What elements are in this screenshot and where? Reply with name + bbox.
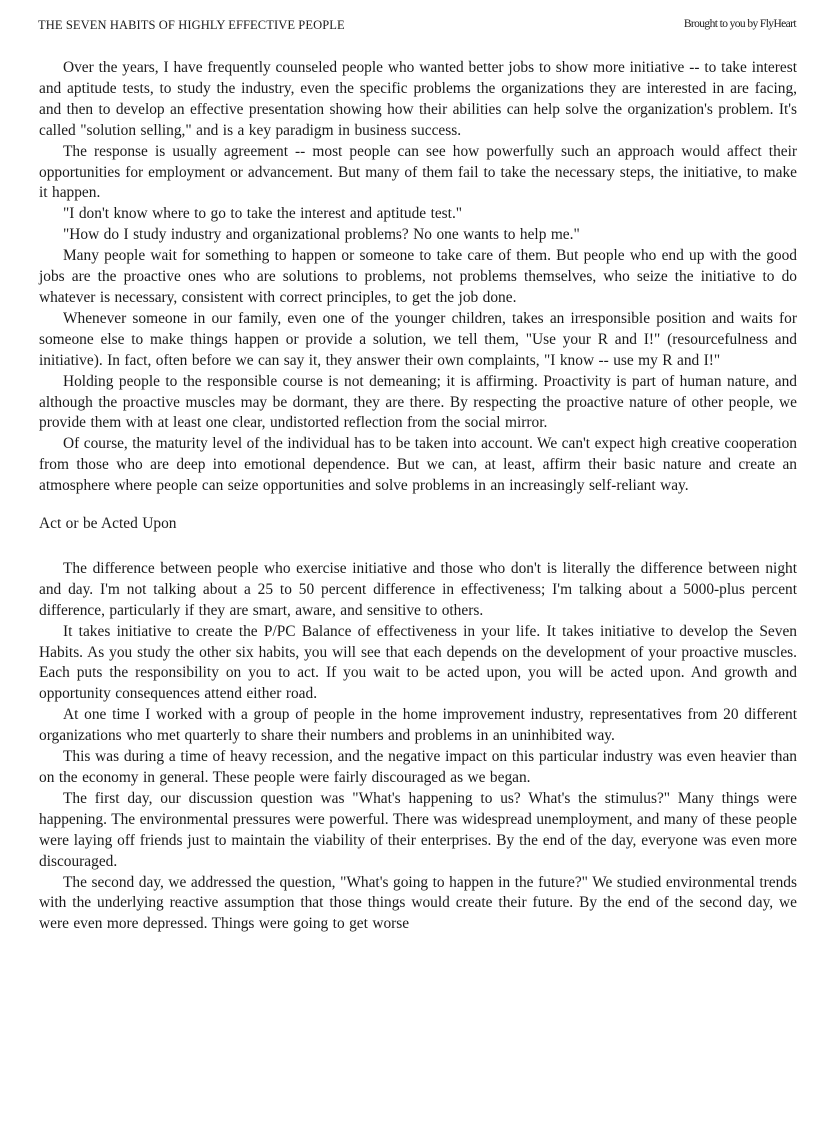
paragraph: This was during a time of heavy recession, and the negative impact on this particular industry was even heavier than on the economy in general. These people were fairly discouraged as we began. [39, 748, 797, 786]
paragraph: Holding people to the responsible course is not demeaning; it is affirming. Proactivity is part of human nature, and although the proactive muscles may be dormant, they are there. By respecting the proactive nature of other people, we provide them with at least one clear, undistorted reflection from the social mirror. [39, 372, 797, 432]
paragraph: The second day, we addressed the question, "What's going to happen in the future?" We studied environmental trends with the underlying reactive assumption that those things would create their future. By the end of the second day, we were even more depressed. Things were going to get worse [39, 873, 797, 933]
paragraph: The response is usually agreement -- most people can see how powerfully such an approach would affect their opportunities for employment or advancement. But many of them fail to take the necessary steps, the initiative, to make it happen. [39, 142, 797, 202]
credit-line: Brought to you by FlyHeart [683, 18, 796, 30]
paragraph: It takes initiative to create the P/PC Balance of effectiveness in your life. It takes initiative to develop the Seven Habits. As you study the other six habits, you will see that each depends on the development of your proactive muscles. Each puts the responsibility on you to act. If you wait to be acted upon, you will be acted upon. And growth and opportunity consequences attend either road. [39, 622, 797, 703]
section-heading-wrap [39, 514, 797, 535]
paragraph: Many people wait for something to happen or someone to take care of them. But people who end up with the good jobs are the proactive ones who are solutions to problems, not problems themselves, who seize the initiative to do whatever is necessary, consistent with correct principles, to get the job done. [39, 247, 797, 306]
paragraph: The first day, our discussion question was "What's happening to us? What's the stimulus?" Many things were happening. The environmental pressures were powerful. There was widespread unemployment, and many of these people were laying off friends just to maintain the viability of their enterprises. By the end of the day, everyone was even more discouraged. [39, 789, 797, 870]
section-heading: Act or be Acted Upon [39, 515, 177, 533]
paragraph: At one time I worked with a group of people in the home improvement industry, representatives from 20 different organizations who met quarterly to share their numbers and problems in an uninhibited way. [39, 706, 797, 745]
book-title: THE SEVEN HABITS OF HIGHLY EFFECTIVE PEOPLE [38, 18, 345, 32]
paragraph: Over the years, I have frequently counseled people who wanted better jobs to show more initiative -- to take interest and aptitude tests, to study the industry, even the specific problems the organizations they are interested in are facing, and then to develop an effective presentation showing how their abilities can help solve the organization's problem. It's called "solution selling," and is a key paradigm in business success. [39, 59, 797, 139]
paragraph: The difference between people who exercise initiative and those who don't is literally the difference between night and day. I'm not talking about a 25 to 50 percent difference in effectiveness; I'm talking about a 5000-plus percent difference, particularly if they are smart, aware, and sensitive to others. [39, 559, 797, 619]
paragraph: "How do I study industry and organizational problems? No one wants to help me." [63, 226, 580, 244]
paragraph: "I don't know where to go to take the interest and aptitude test." [63, 205, 463, 223]
paragraph: Whenever someone in our family, even one of the younger children, takes an irresponsible position and waits for someone else to make things happen or provide a solution, we tell them, "Use your R and I!" (resourcefulness and initiative). In fact, often before we can say it, they answer their own complaints, "I know -- use my R and I!" [39, 309, 797, 369]
page-header [38, 18, 796, 38]
page-body [39, 58, 797, 935]
paragraph: Of course, the maturity level of the individual has to be taken into account. We can't expect high creative cooperation from those who are deep into emotional dependence. But we can, at least, affirm their basic nature and create an atmosphere where people can seize opportunities and solve problems in an increasingly self-reliant way. [39, 435, 797, 495]
